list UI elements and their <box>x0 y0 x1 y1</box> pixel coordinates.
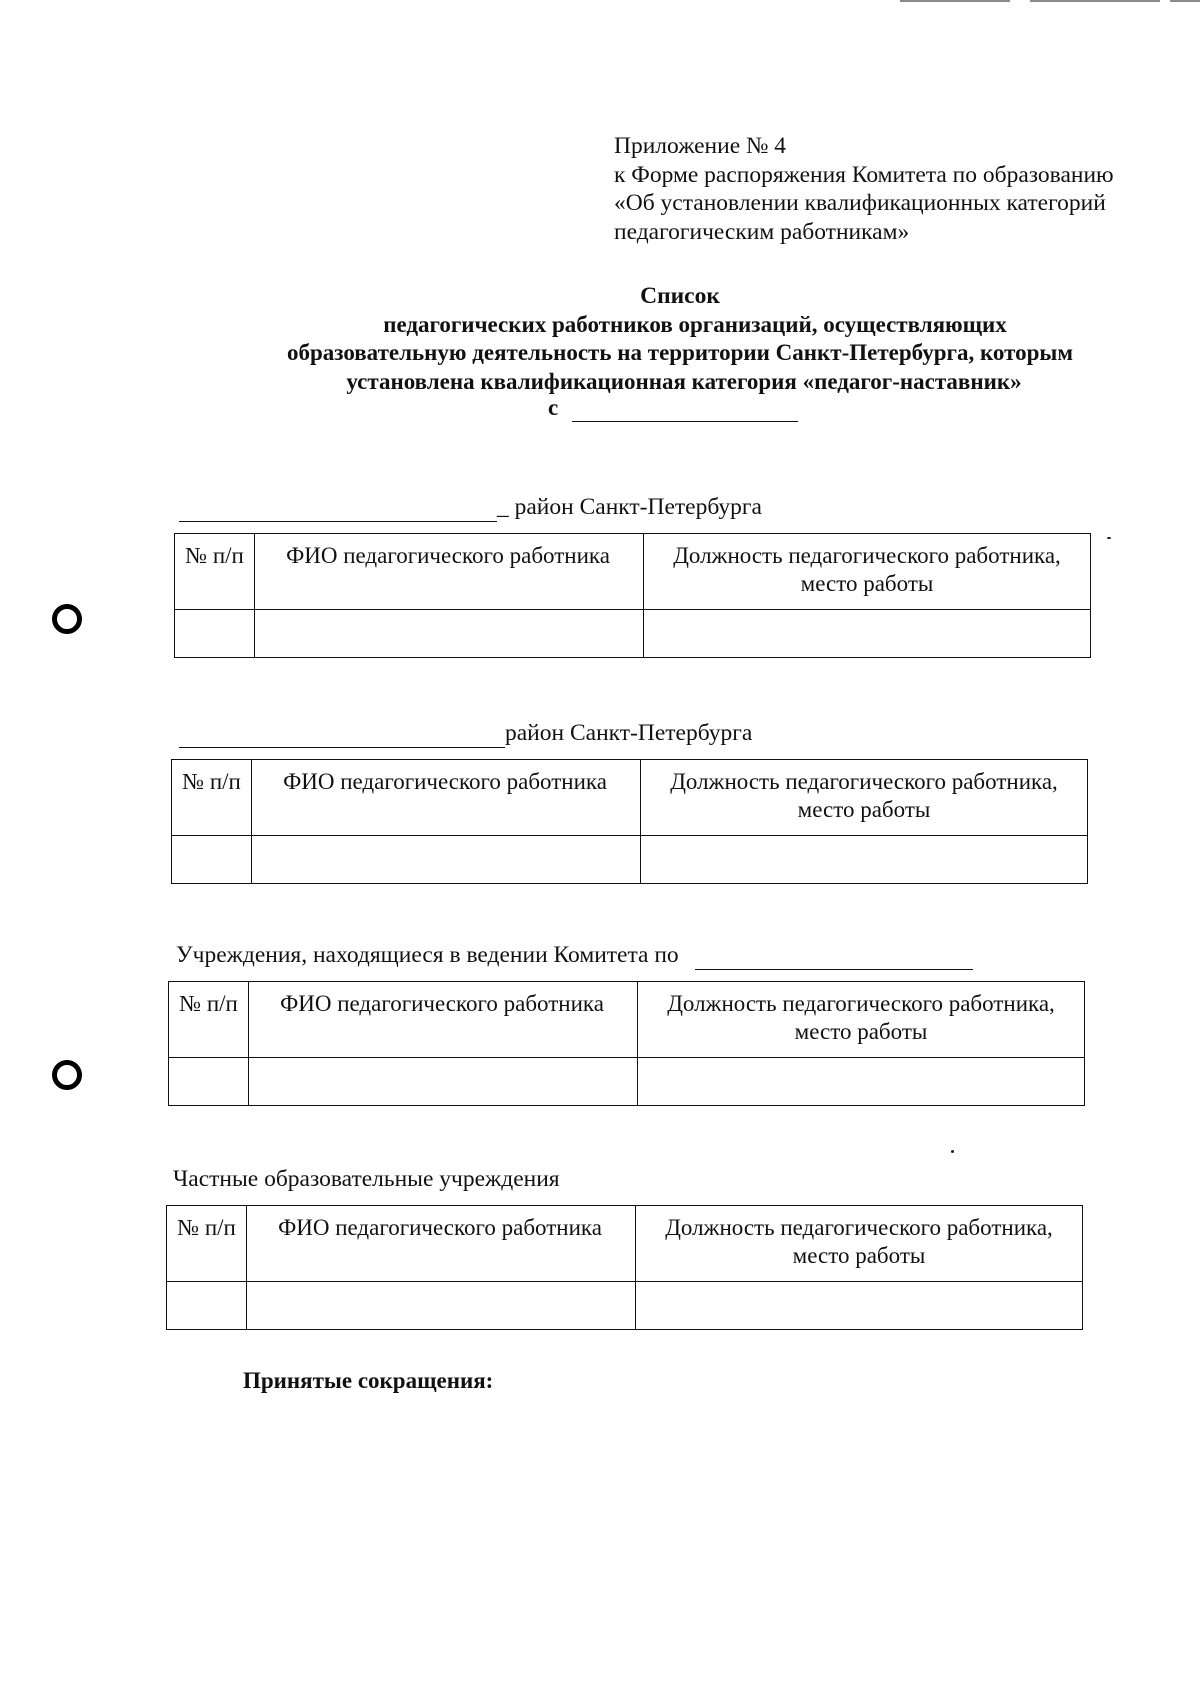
table-cell-number[interactable] <box>169 1058 249 1106</box>
scan-artifact-line <box>1170 0 1200 2</box>
column-header-number: № п/п <box>172 760 252 836</box>
title-main: Список <box>640 283 720 309</box>
since-prefix: с <box>548 395 559 420</box>
section-caption-text: район Санкт-Петербурга <box>505 720 753 746</box>
scan-artifact-line <box>1030 0 1160 2</box>
district-blank[interactable] <box>179 494 497 522</box>
section-caption-private <box>173 1166 560 1193</box>
document-title <box>150 282 1200 396</box>
district-blank[interactable] <box>179 720 505 748</box>
table-cell-number[interactable] <box>175 610 255 658</box>
table-cell-position[interactable] <box>638 1058 1085 1106</box>
column-header-position: Должность педагогического работника, место работы <box>641 760 1088 836</box>
table-header-row <box>167 1206 1083 1282</box>
teachers-table-private <box>166 1205 1083 1330</box>
title-line: образовательную деятельность на территории Санкт-Петербурга, которым <box>286 340 1074 365</box>
table-header-row <box>169 982 1085 1058</box>
section-caption-district-1 <box>179 494 762 522</box>
column-header-position: Должность педагогического работника, место работы <box>636 1206 1083 1282</box>
table-cell-name[interactable] <box>252 836 641 884</box>
table-cell-position[interactable] <box>644 610 1091 658</box>
table-cell-name[interactable] <box>249 1058 638 1106</box>
table-row <box>167 1282 1083 1330</box>
teachers-table-district-2 <box>171 759 1088 884</box>
appendix-block <box>614 132 1114 246</box>
appendix-order-title: «Об установлении квалификационных категорий <box>614 190 1106 216</box>
column-header-number: № п/п <box>169 982 249 1058</box>
title-line: установлена квалификационная категория «педагог-наставник» <box>346 368 1022 394</box>
column-header-name: ФИО педагогического работника <box>252 760 641 836</box>
table-row <box>175 610 1091 658</box>
punch-hole-lower <box>52 1060 82 1090</box>
effective-date-line <box>548 395 798 422</box>
title-line: педагогических работников организаций, осуществляющих <box>383 311 1007 337</box>
scan-artifact-line <box>900 0 1010 2</box>
column-header-name: ФИО педагогического работника <box>255 534 644 610</box>
committee-blank[interactable] <box>695 942 973 970</box>
table-header-row <box>175 534 1091 610</box>
column-header-number: № п/п <box>175 534 255 610</box>
section-caption-text: Учреждения, находящиеся в ведении Комитета по <box>176 942 679 968</box>
table-cell-name[interactable] <box>247 1282 636 1330</box>
teachers-table-district-1 <box>174 533 1091 658</box>
section-caption-committee <box>176 942 973 970</box>
appendix-number: Приложение № 4 <box>614 133 787 159</box>
column-header-position: Должность педагогического работника, место работы <box>638 982 1085 1058</box>
section-caption-text: _ район Санкт-Петербурга <box>497 494 762 520</box>
column-header-position: Должность педагогического работника, место работы <box>644 534 1091 610</box>
table-cell-position[interactable] <box>641 836 1088 884</box>
column-header-number: № п/п <box>167 1206 247 1282</box>
teachers-table-committee <box>168 981 1085 1106</box>
punch-hole-upper <box>52 604 82 634</box>
abbreviations-heading: Принятые сокращения: <box>243 1368 494 1393</box>
appendix-form-reference: к Форме распоряжения Комитета по образованию <box>614 161 1114 188</box>
table-row <box>172 836 1088 884</box>
appendix-order-title-cont: педагогическим работникам» <box>614 218 910 245</box>
date-blank[interactable] <box>572 395 798 422</box>
column-header-name: ФИО педагогического работника <box>247 1206 636 1282</box>
table-cell-number[interactable] <box>172 836 252 884</box>
table-header-row <box>172 760 1088 836</box>
table-cell-position[interactable] <box>636 1282 1083 1330</box>
column-header-name: ФИО педагогического работника <box>249 982 638 1058</box>
scan-speck <box>951 1150 954 1153</box>
section-caption-district-2 <box>179 720 752 748</box>
scan-speck <box>1107 537 1111 539</box>
table-cell-name[interactable] <box>255 610 644 658</box>
table-row <box>169 1058 1085 1106</box>
table-cell-number[interactable] <box>167 1282 247 1330</box>
section-caption-text: Частные образовательные учреждения <box>173 1166 560 1192</box>
